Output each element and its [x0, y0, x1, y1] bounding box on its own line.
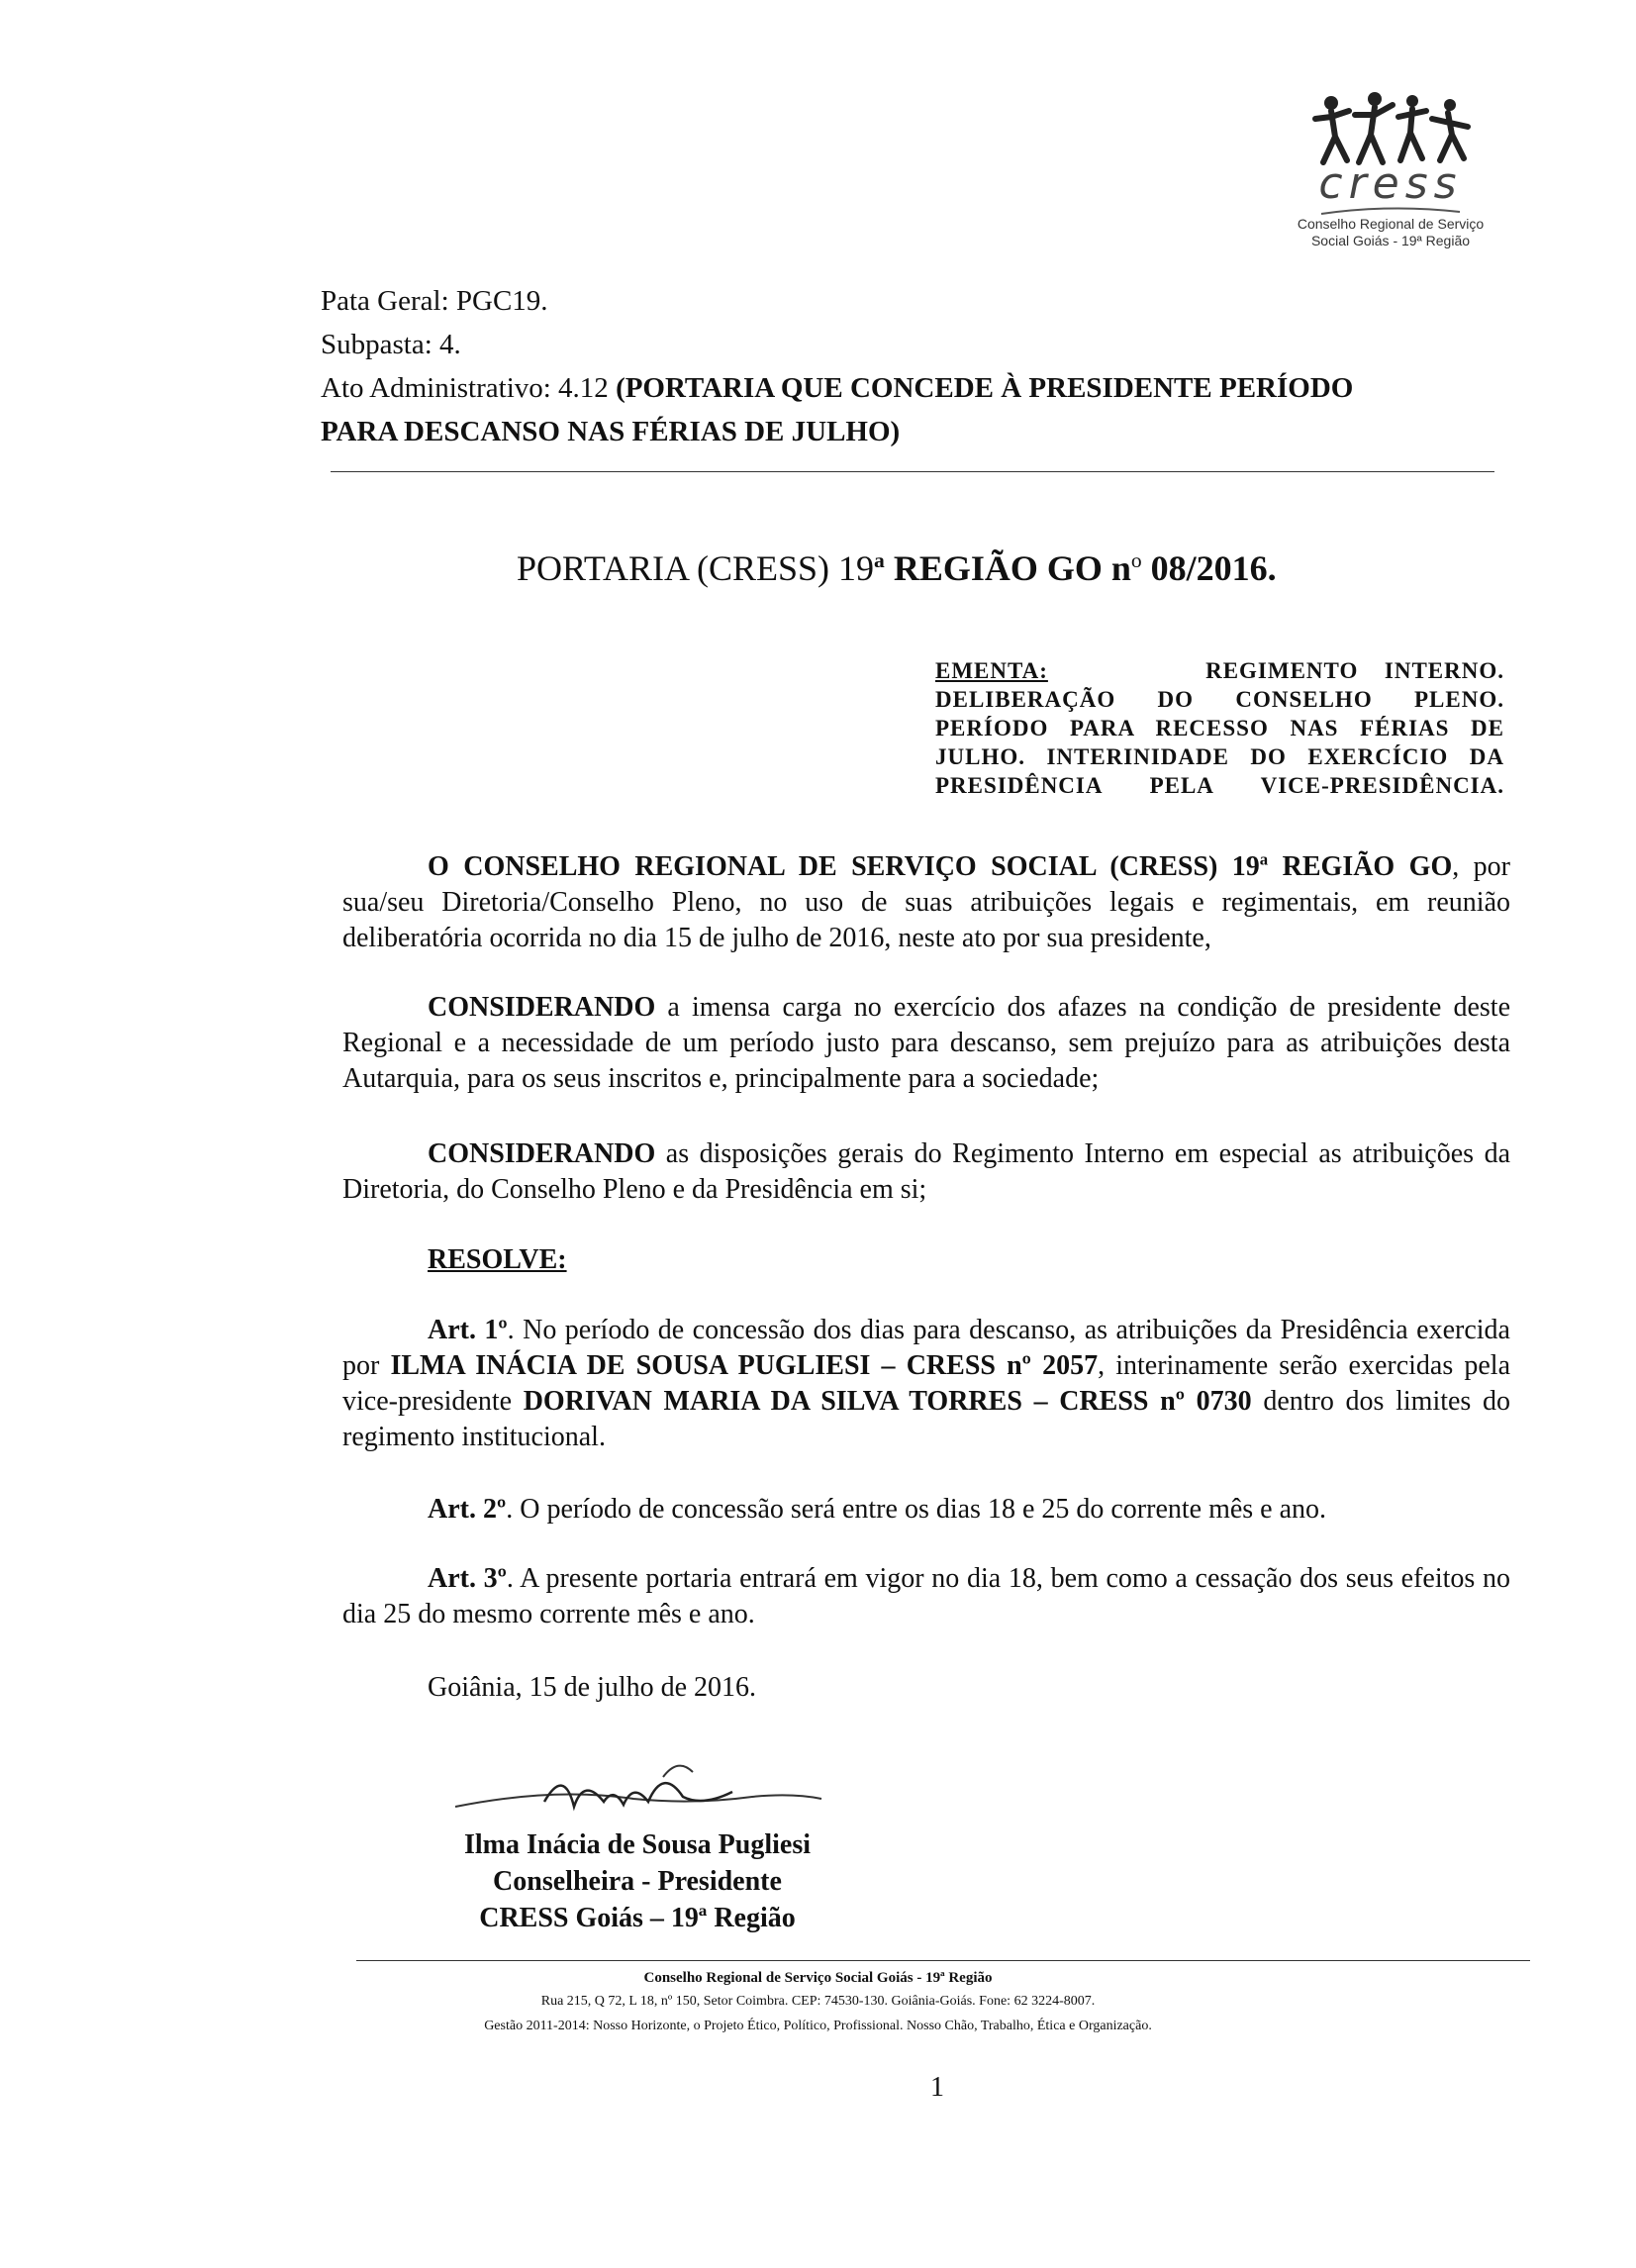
footer-divider [356, 1960, 1530, 1961]
footer-org: Conselho Regional de Serviço Social Goiás - 19ª Região [643, 1970, 993, 1986]
article-1: Art. 1º. No período de concessão dos dias para descanso, as atribuições da Presidência exercida por ILMA INÁCIA DE SOUSA PUGLIESI – CRESS nº 2057, interinamente serão exercidas pela vice-presidente DORIVAN MARIA DA SILVA TORRES – CRESS nº 0730 dentro dos limites do regimento institucional. [342, 1315, 1511, 1452]
signer-name: Ilma Inácia de Sousa Pugliesi [463, 1829, 812, 1860]
handwritten-signature [435, 1747, 831, 1826]
ementa-block: EMENTA: REGIMENTO INTERNO. DELIBERAÇÃO DO CONSELHO PLENO. PERÍODO PARA RECESSO NAS FÉRIAS DE JULHO. INTERINIDADE DO EXERCÍCIO DA PRESIDÊNCIA PELA VICE-PRESIDÊNCIA. [935, 658, 1504, 798]
dancing-figures-icon [1301, 89, 1480, 168]
ementa-label: EMENTA: [935, 658, 1048, 683]
signature-block [439, 1826, 835, 1936]
footer-gestao: Gestão 2011-2014: Nosso Horizonte, o Projeto Ético, Político, Profissional. Nosso Chão, Trabalho, Ética e Organização. [484, 2019, 1152, 2033]
signer-role: Conselheira - Presidente [493, 1866, 782, 1897]
logo-wordmark: cress [1318, 158, 1463, 209]
date-line: Goiânia, 15 de julho de 2016. [428, 1672, 757, 1703]
signer-org: CRESS Goiás – 19ª Região [479, 1903, 796, 1933]
ato-title-continued: PARA DESCANSO NAS FÉRIAS DE JULHO) [321, 416, 901, 447]
document-meta [321, 279, 1508, 453]
pasta-geral: Pata Geral: PGC19. [321, 285, 548, 317]
logo-line-1: Conselho Regional de Serviço [1297, 216, 1485, 232]
header-divider [331, 471, 1494, 472]
resolve-heading: RESOLVE: [428, 1244, 567, 1275]
footer-address: Rua 215, Q 72, L 18, nº 150, Setor Coimbra. CEP: 74530-130. Goiânia-Goiás. Fone: 62 3224-8007. [540, 1994, 1096, 2009]
paragraph-preamble: O CONSELHO REGIONAL DE SERVIÇO SOCIAL (CRESS) 19$^a$ REGIÃO GO, por sua/seu Diretoria/Conselho Pleno, no uso de suas atribuições legais e regimentais, em reunião deliberatória ocorrida no dia 15 de julho de 2016, neste ato por sua presidente, [342, 849, 1510, 953]
logo-line-2: Social Goiás - 19ª Região [1310, 233, 1471, 248]
portaria-title: PORTARIA (CRESS) 19$^a$ REGIÃO GO $n^o$ 08/2016. [517, 548, 1277, 588]
page-number: 1 [930, 2072, 944, 2103]
subpasta: Subpasta: 4. [321, 329, 461, 360]
cress-logo [1277, 89, 1504, 249]
article-3: Art. 3º. A presente portaria entrará em vigor no dia 18, bem como a cessação dos seus efeitos no dia 25 do mesmo corrente mês e ano. [342, 1563, 1511, 1629]
article-2: Art. 2º. O período de concessão será entre os dias 18 e 25 do corrente mês e ano. [428, 1494, 1327, 1525]
ato-administrativo: Ato Administrativo: 4.12 (PORTARIA QUE CONCEDE À PRESIDENTE PERÍODO [321, 372, 1354, 404]
paragraph-considerando-1: CONSIDERANDO a imensa carga no exercício dos afazes na condição de presidente deste Regional e a necessidade de um período justo para descanso, sem prejuízo para as atribuições desta Autarquia, para os seus inscritos e, principalmente para a sociedade; [342, 992, 1510, 1094]
paragraph-considerando-2: CONSIDERANDO as disposições gerais do Regimento Interno em especial as atribuições da Diretoria, do Conselho Pleno e da Presidência em si; [342, 1138, 1510, 1205]
